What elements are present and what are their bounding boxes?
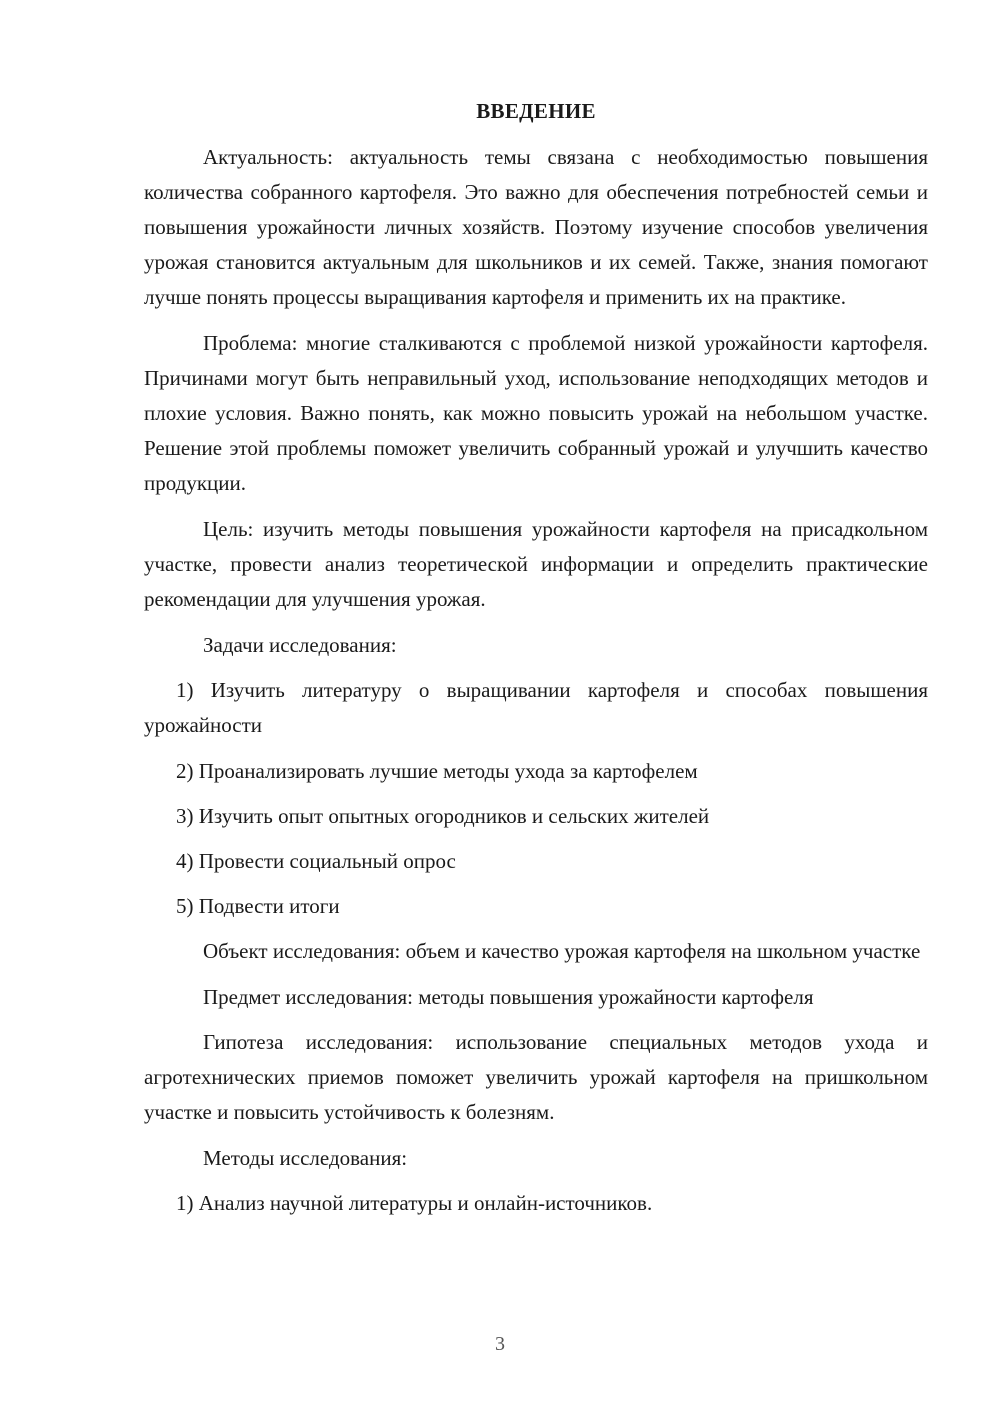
page-number: 3 xyxy=(495,1333,505,1355)
document-page xyxy=(144,96,928,1231)
section-heading: ВВЕДЕНИЕ xyxy=(476,99,596,123)
paragraph-relevance: Актуальность: актуальность темы связана с необходимостью повышения количества собранного картофеля. Это важно для обеспечения потребностей семьи и повышения урожайности личных хозяйств. Поэтому изучение способов увеличения урожая становится актуальным для школьников и их семей. Также, знания помогают лучше понять процессы выращивания картофеля и применить их на практике. xyxy=(144,145,928,309)
paragraph-problem: Проблема: многие сталкиваются с проблемой низкой урожайности картофеля. Причинами могут быть неправильный уход, использование неподходящих методов и плохие условия. Важно понять, как можно повысить урожай на небольшом участке. Решение этой проблемы поможет увеличить собранный урожай и улучшить качество продукции. xyxy=(144,331,928,495)
paragraph-subject: Предмет исследования: методы повышения урожайности картофеля xyxy=(203,985,814,1009)
task-item-3: 3) Изучить опыт опытных огородников и сельских жителей xyxy=(176,804,710,828)
task-item-1: 1) Изучить литературу о выращивании картофеля и способах повышения урожайности xyxy=(144,678,928,737)
methods-title: Методы исследования: xyxy=(203,1146,408,1170)
paragraph-hypothesis: Гипотеза исследования: использование специальных методов ухода и агротехнических приемов поможет увеличить урожай картофеля на пришкольном участке и повысить устойчивость к болезням. xyxy=(144,1030,928,1124)
paragraph-goal: Цель: изучить методы повышения урожайности картофеля на присадкольном участке, провести анализ теоретической информации и определить практические рекомендации для улучшения урожая. xyxy=(144,517,928,611)
task-item-4: 4) Провести социальный опрос xyxy=(176,849,456,873)
paragraph-object: Объект исследования: объем и качество урожая картофеля на школьном участке xyxy=(203,939,921,963)
task-item-5: 5) Подвести итоги xyxy=(176,894,340,918)
tasks-title: Задачи исследования: xyxy=(203,633,397,657)
task-item-2: 2) Проанализировать лучшие методы ухода за картофелем xyxy=(176,759,698,783)
method-item-1: 1) Анализ научной литературы и онлайн-источников. xyxy=(176,1191,653,1215)
